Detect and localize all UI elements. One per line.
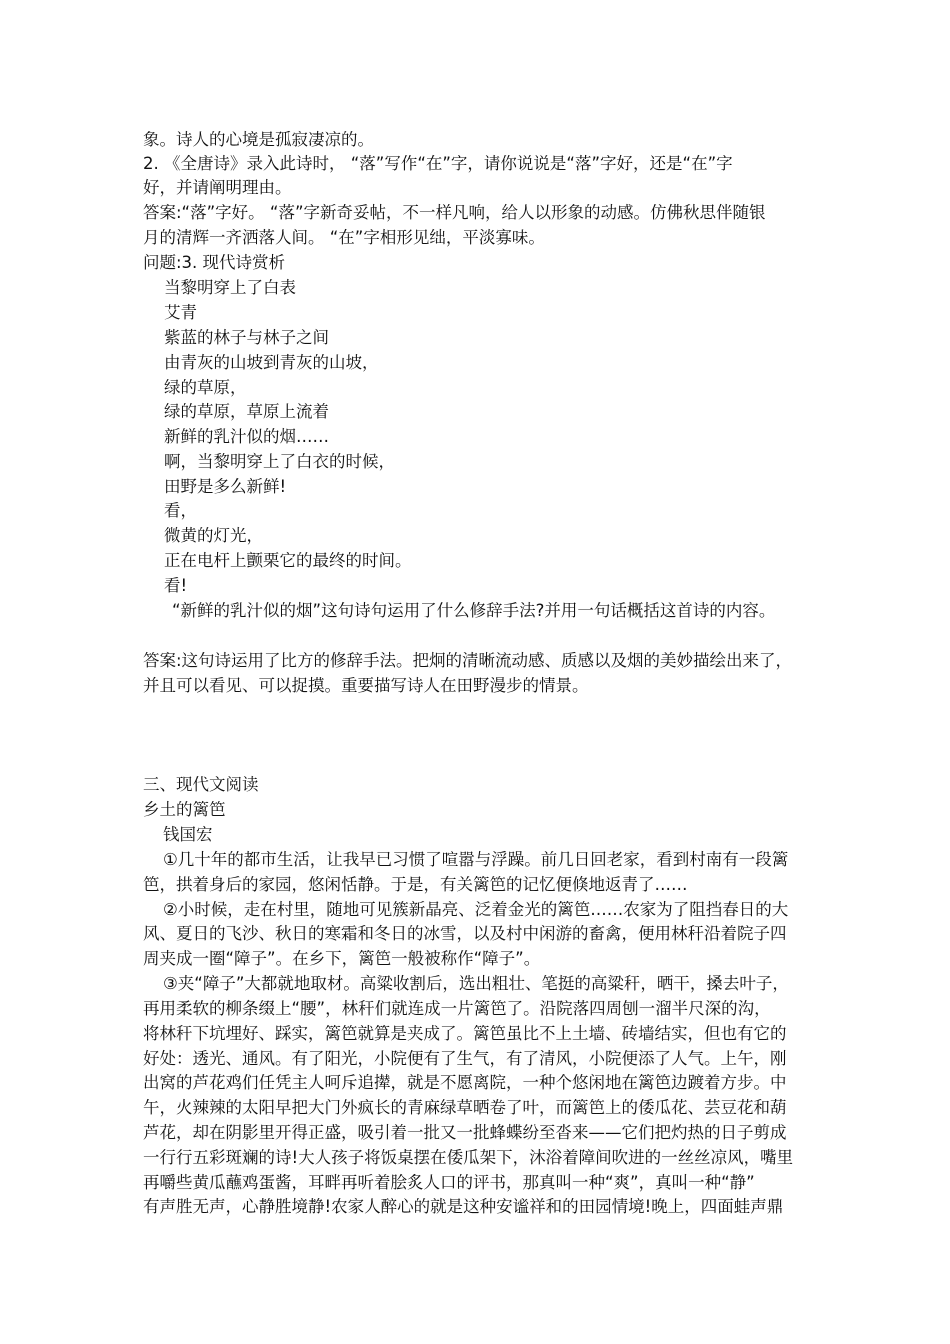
poem-line: 田野是多么新鲜! <box>164 477 287 496</box>
paragraph-3-line: 将林秆下坑埋好、踩实，篱笆就算是夹成了。篱笆虽比不上土墙、砖墙结实，但也有它的 <box>143 1024 787 1043</box>
poem-line: 由青灰的山坡到青灰的山坡， <box>164 353 379 372</box>
paragraph-1-line: 笆，拱着身后的家园，悠闲恬静。于是，有关篱笆的记忆便倏地返青了…… <box>143 875 688 894</box>
question-2-line-2: 好，并请阐明理由。 <box>143 178 292 197</box>
article-author: 钱国宏 <box>163 825 213 844</box>
question-3-heading: 问题:3. 现代诗赏析 <box>143 253 286 272</box>
poem-line: 正在电杆上颤栗它的最终的时间。 <box>164 551 412 570</box>
answer-2-line-1: 答案:“落”字好。 “落”字新奇妥帖，不一样凡响，给人以形象的动感。仿佛秋思伴随银 <box>143 203 766 222</box>
paragraph-3-line: 午，火辣辣的太阳早把大门外疯长的青麻绿草晒卷了叶，而篱笆上的倭瓜花、芸豆花和葫 <box>143 1098 787 1117</box>
paragraph-1-line: ①几十年的都市生活，让我早已习惯了喧嚣与浮躁。前几日回老家，看到村南有一段篱 <box>163 850 789 869</box>
paragraph-3-line: 好处：透光、通风。有了阳光，小院便有了生气，有了清风，小院便添了人气。上午，刚 <box>143 1049 787 1068</box>
answer-2-line-2: 月的清辉一齐洒落人间。 “在”字相形见绌，平淡寡味。 <box>143 228 545 247</box>
paragraph-2-line: ②小时候，走在村里，随地可见簇新晶亮、泛着金光的篱笆……农家为了阻挡春日的大 <box>163 900 789 919</box>
paragraph-3-line: 芦花，却在阴影里开得正盛，吸引着一批又一批蜂蝶纷至沓来——它们把灼热的日子剪成 <box>143 1123 787 1142</box>
article-title: 乡土的篱笆 <box>143 800 226 819</box>
answer-3-line-2: 并且可以看见、可以捉摸。重要描写诗人在田野漫步的情景。 <box>143 676 589 695</box>
poem-title: 当黎明穿上了白表 <box>164 278 296 297</box>
paragraph-3-line: 再嚼些黄瓜蘸鸡蛋酱，耳畔再听着脍炙人口的评书，那真叫一种“爽”，真叫一种“静” <box>143 1173 755 1192</box>
paragraph-3-line: ③夹“障子”大都就地取材。高粱收割后，选出粗壮、笔挺的高粱秆，晒干，搡去叶子， <box>163 974 789 993</box>
question-2-line-1: 2. 《全唐诗》录入此诗时， “落”写作“在”字，请你说说是“落”字好，还是“在”字 <box>143 154 733 173</box>
poem-author: 艾青 <box>164 303 197 322</box>
poem-line: 紫蓝的林子与林子之间 <box>164 328 329 347</box>
paragraph-2-line: 风、夏日的飞沙、秋日的寒霜和冬日的冰雪，以及村中闲游的畜禽，便用林秆沿着院子四 <box>143 924 787 943</box>
poem-line: 绿的草原，草原上流着 <box>164 402 329 421</box>
question-3-prompt: “新鲜的乳汁似的烟”这句诗句运用了什么修辞手法?并用一句话概括这首诗的内容。 <box>172 601 776 620</box>
poem-line: 绿的草原， <box>164 378 247 397</box>
poem-line: 微黄的灯光， <box>164 526 263 545</box>
poem-line: 啊，当黎明穿上了白衣的时候， <box>164 452 395 471</box>
paragraph-2-line: 周夹成一圈“障子”。在乡下，篱笆一般被称作“障子”。 <box>143 949 541 968</box>
paragraph-3-line: 再用柔软的柳条缀上“腰”，林秆们就连成一片篱笆了。沿院落四周刨一溜半尺深的沟， <box>143 999 771 1018</box>
section-heading: 三、现代文阅读 <box>143 775 259 794</box>
paragraph-3-line: 有声胜无声，心静胜境静!农家人醉心的就是这种安谧祥和的田园情境!晚上，四面蛙声鼎 <box>143 1197 784 1216</box>
text-line: 象。诗人的心境是孤寂凄凉的。 <box>143 130 374 149</box>
poem-line: 新鲜的乳汁似的烟…… <box>164 427 329 446</box>
poem-line: 看， <box>164 501 197 520</box>
answer-3-line-1: 答案:这句诗运用了比方的修辞手法。把炯的清晰流动感、质感以及烟的美妙描绘出来了， <box>143 651 793 670</box>
paragraph-3-line: 出窝的芦花鸡们任凭主人呵斥追撵，就是不愿离院，一种个悠闲地在篱笆边踱着方步。中 <box>143 1073 787 1092</box>
poem-line: 看! <box>164 576 188 595</box>
paragraph-3-line: 一行行五彩斑斓的诗!大人孩子将饭桌摆在倭瓜架下，沐浴着障间吹进的一丝丝凉风，嘴里 <box>143 1148 794 1167</box>
